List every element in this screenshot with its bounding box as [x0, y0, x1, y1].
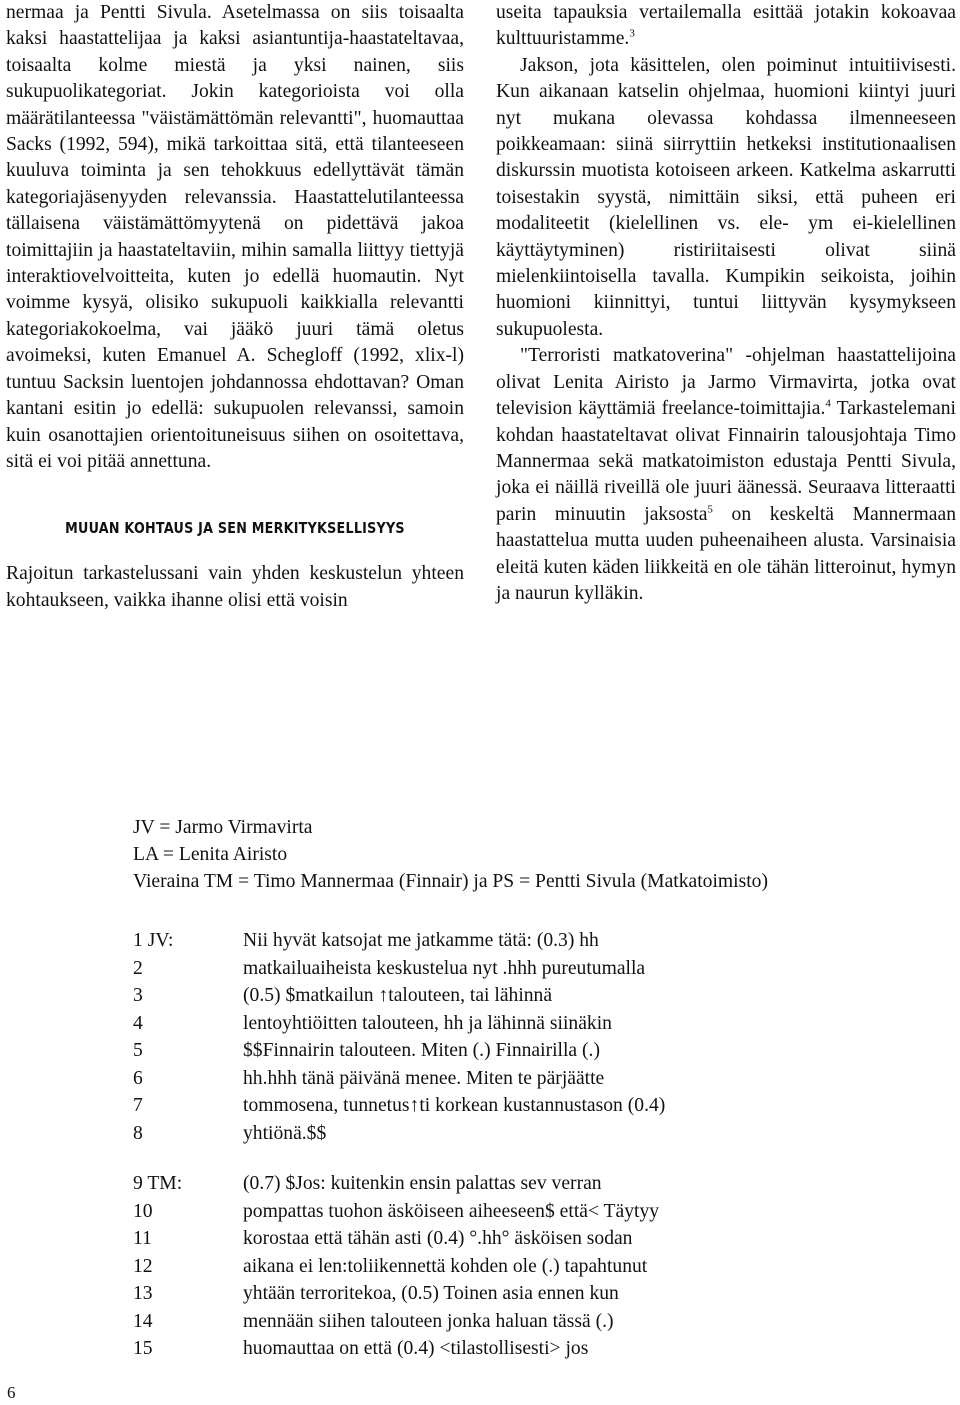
legend-line: Vieraina TM = Timo Mannermaa (Finnair) ja PS = Pentti Sivula (Matkatoimisto): [133, 871, 768, 892]
line-number: 9 TM:: [133, 1173, 183, 1194]
transcript-line: [133, 1065, 665, 1093]
footnote-ref-3: 3: [629, 27, 635, 40]
line-text: matkailuaiheista keskustelua nyt .hhh pureutumalla: [243, 957, 646, 979]
transcript-line: [133, 1092, 665, 1120]
line-text: pompattas tuohon äsköiseen aiheeseen$ että< Täytyy: [243, 1200, 660, 1222]
line-text: $$Finnairin talouteen. Miten (.) Finnairilla (.): [243, 1040, 600, 1061]
legend-line: LA = Lenita Airisto: [133, 844, 288, 865]
line-number: 12: [133, 1255, 153, 1277]
line-number: 6: [133, 1067, 143, 1089]
right-paragraph-3: [496, 343, 956, 607]
line-text: hh.hhh tänä päivänä menee. Miten te pärjäätte: [243, 1067, 605, 1089]
right-paragraph-3-text-c: on keskeltä Mannermaan haastattelua mutta uuden puheenaiheen alusta. Varsinaisia eleitä kuten käden liikkeitä en ole tähän litteroinut, hymyn ja naurun kylläkin.: [496, 503, 956, 604]
right-paragraph-2: Jakson, jota käsittelen, olen poiminut intuitiivisesti. Kun aikanaan katselin ohjelmaa, huomioni kiintyi juuri nyt mukana olevassa kohdassa ilmenneeseen poikkeamaan: siinä siirryttiin hetkeksi institutionaalisen diskurssin muotista kotoiseen arkeen. Katkelma askarrutti toisestakin syystä, nimittäin siksi, että puheen eri modaliteetit (kielellinen vs. ele- ym ei-kielellinen käyttäytyminen) ristiriitaisesti olivat siinä mielenkiintoisella tavalla. Kumpikin seikoista, joihin huomioni kiinnittyi, tuntui liittyvän kysymykseen sukupuolesta.: [496, 54, 956, 340]
transcript-line: [133, 1198, 659, 1226]
line-number: 4: [133, 1012, 143, 1034]
section-heading: MUUAN KOHTAUS JA SEN MERKITYKSELLISYYS: [65, 519, 405, 538]
legend-line: JV = Jarmo Virmavirta: [133, 817, 313, 838]
transcript-block-2: [133, 1170, 659, 1363]
transcript-line: [133, 1120, 665, 1148]
transcript-line: [133, 1308, 659, 1336]
line-number: 14: [133, 1310, 153, 1332]
transcript-line: [133, 1280, 659, 1308]
transcript-line: [133, 982, 665, 1010]
line-number: 10: [133, 1200, 153, 1222]
line-number: 11: [133, 1228, 152, 1249]
left-paragraph-2: Rajoitun tarkastelussani vain yhden keskustelun yhteen kohtaukseen, vaikka ihanne olisi että voisin: [6, 563, 464, 611]
transcript-line: [133, 1225, 659, 1253]
line-number: 1 JV:: [133, 930, 174, 951]
line-text: yhtään terroritekoa, (0.5) Toinen asia ennen kun: [243, 1283, 619, 1304]
line-text: lentoyhtiöitten talouteen, hh ja lähinnä siinäkin: [243, 1012, 612, 1034]
line-text: (0.5) $matkailun ↑talouteen, tai lähinnä: [243, 985, 553, 1006]
line-number: 7: [133, 1095, 143, 1116]
transcript-line: [133, 1170, 659, 1198]
line-number: 2: [133, 957, 143, 979]
line-number: 3: [133, 985, 143, 1006]
right-paragraph-3-text-a: "Terroristi matkatoverina" -ohjelman haastattelijoina olivat Lenita Airisto ja Jarmo Virmavirta, jotka ovat television käyttämiä freelance-toimittajia.: [496, 345, 956, 420]
right-paragraph-3-text-b: Tarkastelemani kohdan haastateltavat olivat Finnairin talousjohtaja Timo Mannermaa sekä matkatoimiston edustaja Pentti Sivula, joka ei näillä riveillä ole juuri äänessä. Seuraava litteraatti parin minuutin jaksosta: [496, 398, 956, 525]
speaker-legend: [133, 814, 768, 895]
line-text: yhtiönä.$$: [243, 1122, 327, 1144]
line-text: aikana ei len:toliikennettä kohden ole (.) tapahtunut: [243, 1255, 648, 1277]
page-number: 6: [7, 1383, 16, 1402]
line-text: Nii hyvät katsojat me jatkamme tätä: (0.3) hh: [243, 930, 599, 951]
transcript-block-1: [133, 927, 665, 1147]
line-text: korostaa että tähän asti (0.4) °.hh° äsköisen sodan: [243, 1228, 633, 1249]
right-paragraph-1: [496, 0, 956, 53]
line-number: 13: [133, 1283, 153, 1304]
line-text: mennään siihen talouteen jonka haluan tässä (.): [243, 1310, 614, 1332]
transcript-line: [133, 955, 665, 983]
transcript-line: [133, 1253, 659, 1281]
line-text: (0.7) $Jos: kuitenkin ensin palattas sev verran: [243, 1173, 602, 1194]
transcript-line: [133, 1335, 659, 1363]
line-text: huomauttaa on että (0.4) <tilastollisesti> jos: [243, 1338, 589, 1359]
left-column: [6, 0, 464, 614]
footnote-ref-4: 4: [825, 397, 831, 410]
transcript-line: [133, 1010, 665, 1038]
line-number: 15: [133, 1338, 153, 1359]
line-text: tommosena, tunnetus↑ti korkean kustannustason (0.4): [243, 1095, 666, 1116]
transcript-line: [133, 927, 665, 955]
right-column: [496, 0, 956, 607]
right-paragraph-1-text: useita tapauksia vertailemalla esittää jotakin kokoavaa kulttuuristamme.: [496, 2, 956, 50]
left-paragraph-1: nermaa ja Pentti Sivula. Asetelmassa on siis toisaalta kaksi haastattelijaa ja kaksi asiantuntija-haastateltavaa, toisaalta kolme miestä ja yksi nainen, siis sukupuolikategoriat. Jokin kategorioista voi olla määrätilanteessa "väistämättömän relevantti", huomauttaa Sacks (1992, 594), mikä tarkoittaa sitä, että tilanteeseen kuuluva toiminta ja sen tehokkuus edellyttävät tämän kategoriajäsenyyden relevanssia. Haastattelutilanteessa tällaisena väistämättömyytenä on pidettävä jakoa toimittajiin ja haastateltaviin, mihin samalla liittyy tiettyjä interaktiovelvoitteita, kuten jo edellä huomautin. Nyt voimme kysyä, olisiko sukupuoli kaikkialla relevantti kategoriakokoelma, vai jääkö juuri tämä oletus avoimeksi, kuten Emanuel A. Schegloff (1992, xlix-l) tuntuu Sacksin luentojen johdannossa ehdottavan? Oman kantani esitin jo edellä: sukupuolen relevanssi, samoin kuin osanottajien orientoituneisuus siihen on osoitettava, sitä ei voi pitää annettuna.: [6, 2, 464, 472]
footnote-ref-5: 5: [707, 503, 713, 516]
line-number: 5: [133, 1040, 143, 1061]
transcript-line: [133, 1037, 665, 1065]
line-number: 8: [133, 1122, 143, 1144]
